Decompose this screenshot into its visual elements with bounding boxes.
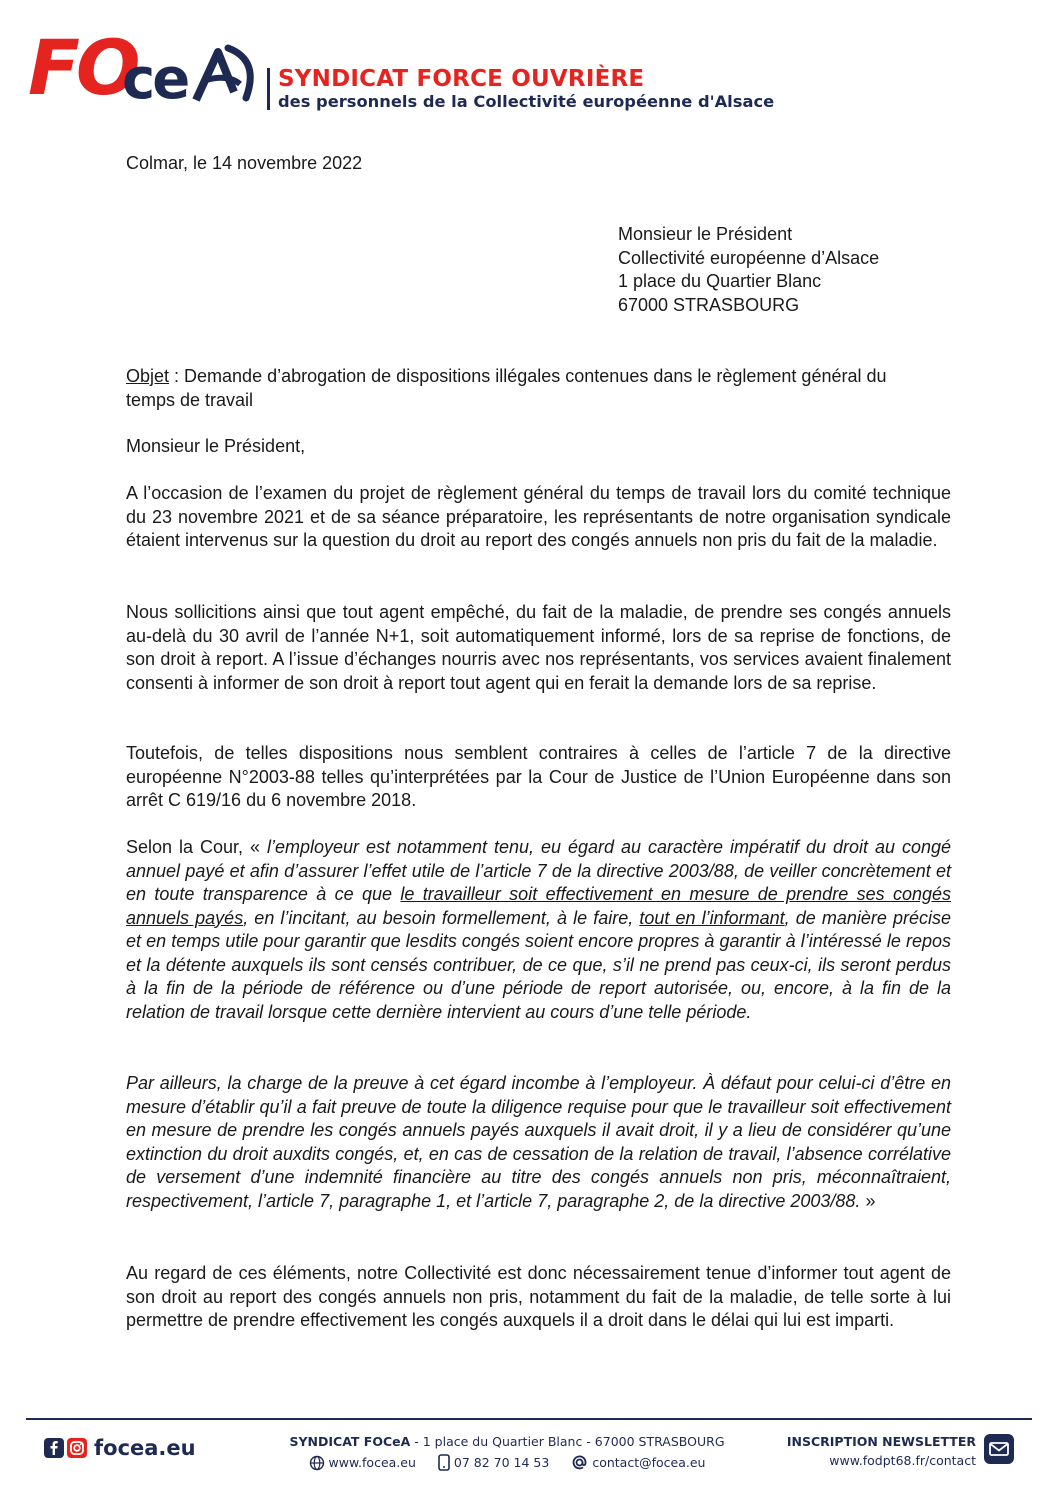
mail-icon[interactable] [984,1434,1014,1464]
quote-part-b: , en l’incitant, au besoin formellement, à le faire, [243,907,640,928]
quote-intro: Selon la Cour, « [126,837,267,857]
facebook-icon[interactable] [44,1438,64,1458]
footer-address [282,1434,732,1449]
globe-icon [309,1455,325,1471]
union-title: SYNDICAT FORCE OUVRIÈRE [278,66,645,92]
quote-part-c: , de manière précise et en temps utile pour garantir que lesdits congés soient encore propres à garantir à l’intéressé le repos et la détente auxquels ils sont censés contribuer, de ce que, s’il ne prend pas ceux-ci, ils seront perdus à la fin de la période de référence ou d’une période de report autorisée, ou, encore, à la fin de la relation de travail lorsque cette dernière intervient au cours d’une telle période. [126,907,952,1022]
paragraph-3: Toutefois, de telles dispositions nous semblent contraires à celles de l’article 7 de la directive européenne N°2003-88 telles qu’interprétées par la Cour de Justice de l’Union Européenne dans son arrêt C 619/16 du 6 novembre 2018. [126,743,951,810]
paragraph-1: A l’occasion de l’examen du projet de règlement général du temps de travail lors du comité technique du 23 novembre 2021 et de sa séance préparatoire, les représentants de notre organisation syndicale étaient intervenus sur la question du droit au report des congés annuels non pris du fait de la maladie. [126,483,951,550]
footer-brand-link[interactable]: focea.eu [94,1436,196,1460]
paragraph-6: Au regard de ces éléments, notre Collectivité est donc nécessairement tenue d’informer tout agent de son droit au report des congés annuels non pris, notamment du fait de la maladie, de telle sorte à lui permettre de prendre effectivement les congés auxquels il a droit dans le délai qui lui est imparti. [126,1263,951,1330]
instagram-icon[interactable] [67,1438,87,1458]
recipient-address [618,223,879,317]
letter-date: Colmar, le 14 novembre 2022 [126,153,363,173]
paragraph-5-quote [126,1072,951,1213]
recipient-line: Monsieur le Président [618,224,793,244]
footer-divider [26,1418,1032,1420]
header-divider [267,68,270,110]
quote-part-d: Par ailleurs, la charge de la preuve à cet égard incombe à l’employeur. À défaut pour celui-ci d’être en mesure d’établir qu’il a fait preuve de toute la diligence requise pour que le travailleur soit effectivement en mesure de prendre les congés annuels payés auxquels il avait droit, il y a lieu de considérer qu’une extinction du droit auxdits congés, et, en cas de cessation de la relation de travail, l’absence corrélative de versement d’une indemnité financière au titre des congés annuels non pris, méconnaîtraient, respectivement, l’article 7, paragraphe 1, et l’article 7, paragraphe 2, de la directive 2003/88. [126,1073,951,1211]
footer-phone[interactable] [438,1454,549,1471]
recipient-line: 1 place du Quartier Blanc [618,271,822,291]
footer-email[interactable] [571,1454,705,1471]
at-icon [571,1454,588,1471]
footer-website[interactable] [309,1454,416,1471]
subject-text: : Demande d’abrogation de dispositions illégales contenues dans le règlement général du temps de travail [126,366,887,410]
logo-a-swoosh-icon [188,40,258,110]
quote-close: » [860,1190,876,1211]
website-link[interactable]: www.focea.eu [328,1455,416,1470]
phone-number[interactable]: 07 82 70 14 53 [453,1455,550,1470]
newsletter-label: INSCRIPTION NEWSLETTER [786,1434,976,1449]
paragraph-2: Nous sollicitions ainsi que tout agent empêché, du fait de la maladie, de prendre ses congés annuels au-delà du 30 avril de l’année N+1, soit automatiquement informé, lors de sa reprise de fonctions, de son droit à report. A l’issue d’échanges nourris avec nos représentants, vos services avaient finalement consenti à informer de son droit à report tout agent qui en ferait la demande lors de sa reprise. [126,602,951,693]
quote-underlined-1: le travailleur soit effectivement en mesure de prendre ses congés annuels payés [126,884,951,928]
logo-cea-text: ce [122,47,188,112]
recipient-line: 67000 STRASBOURG [618,294,800,315]
footer-contact [282,1434,732,1471]
footer-newsletter [760,1434,976,1468]
paragraph-4-quote [126,836,951,1024]
footer-social [44,1436,196,1460]
footer-org-address: - 1 place du Quartier Blanc - 67000 STRASBOURG [410,1434,725,1449]
subject-label: Objet [126,366,170,386]
phone-icon [438,1454,450,1471]
union-subtitle: des personnels de la Collectivité européenne d'Alsace [278,92,775,111]
salutation: Monsieur le Président, [126,436,306,456]
email-link[interactable]: contact@focea.eu [592,1455,706,1470]
letter-subject [126,365,932,412]
recipient-line: Collectivité européenne d’Alsace [618,247,880,268]
newsletter-link[interactable]: www.fodpt68.fr/contact [829,1453,976,1468]
focea-logo [28,23,258,118]
footer-org-name: SYNDICAT FOCeA [289,1434,411,1449]
quote-underlined-2: tout en l’informant [639,907,785,928]
quote-part-a: l’employeur est notamment tenu, eu égard au caractère impératif du droit au congé annuel payé et afin d’assurer l’effet utile de l’article 7 de la directive 2003/88, de veiller concrètement et en toute transparence à ce que [126,837,951,904]
logo-fo-text: FO [28,23,137,112]
